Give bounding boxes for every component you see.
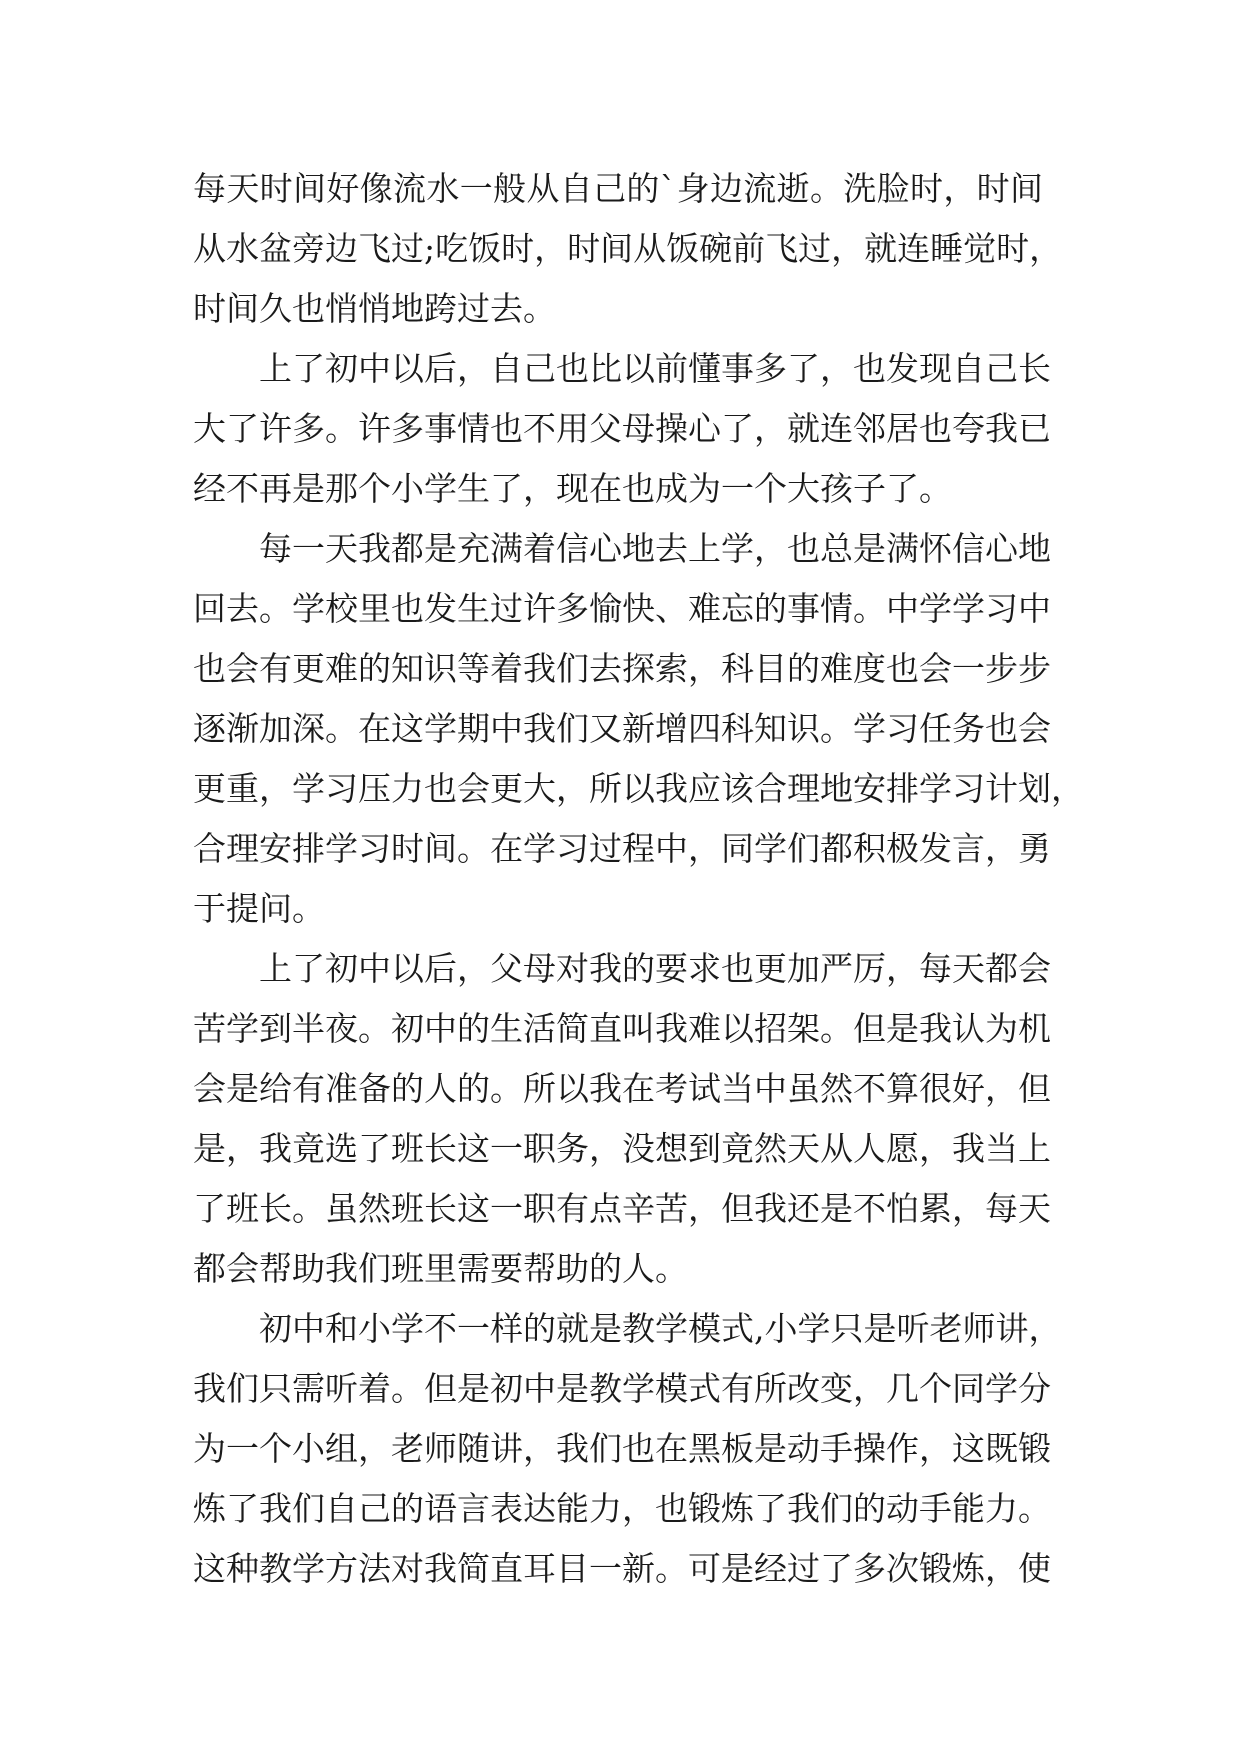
text-line: 回去。学校里也发生过许多愉快、难忘的事情。中学学习中 <box>193 589 1051 628</box>
text-line: 都会帮助我们班里需要帮助的人。 <box>193 1249 688 1288</box>
text-line: 是，我竟选了班长这一职务，没想到竟然天从人愿，我当上 <box>193 1129 1051 1168</box>
text-line: 大了许多。许多事情也不用父母操心了，就连邻居也夸我已 <box>193 409 1051 448</box>
text-line: 上了初中以后，自己也比以前懂事多了，也发现自己长 <box>259 349 1051 388</box>
text-line: 了班长。虽然班长这一职有点辛苦，但我还是不怕累，每天 <box>193 1189 1051 1228</box>
text-line: 每天时间好像流水一般从自己的`身边流逝。洗脸时，时间 <box>193 169 1043 208</box>
text-line: 时间久也悄悄地跨过去。 <box>193 289 556 328</box>
text-line: 逐渐加深。在这学期中我们又新增四科知识。学习任务也会 <box>193 709 1051 748</box>
document-body <box>193 159 1084 1599</box>
paragraph <box>193 339 1051 519</box>
paragraph <box>193 159 1063 339</box>
paragraph <box>193 939 1051 1299</box>
text-line: 这种教学方法对我简直耳目一新。可是经过了多次锻炼，使 <box>193 1549 1051 1588</box>
text-line: 初中和小学不一样的就是教学模式,小学只是听老师讲， <box>259 1309 1062 1348</box>
text-line: 为一个小组，老师随讲，我们也在黑板是动手操作，这既锻 <box>193 1429 1051 1468</box>
text-line: 会是给有准备的人的。所以我在考试当中虽然不算很好，但 <box>193 1069 1051 1108</box>
text-line: 也会有更难的知识等着我们去探索，科目的难度也会一步步 <box>193 649 1051 688</box>
text-line: 更重，学习压力也会更大，所以我应该合理地安排学习计划， <box>193 769 1084 808</box>
text-line: 苦学到半夜。初中的生活简直叫我难以招架。但是我认为机 <box>193 1009 1051 1048</box>
text-line: 上了初中以后，父母对我的要求也更加严厉，每天都会 <box>259 949 1051 988</box>
text-line: 从水盆旁边飞过;吃饭时，时间从饭碗前飞过，就连睡觉时， <box>193 229 1063 268</box>
paragraph <box>193 1299 1062 1599</box>
text-line: 经不再是那个小学生了，现在也成为一个大孩子了。 <box>193 469 952 508</box>
paragraph <box>193 519 1084 939</box>
text-line: 于提问。 <box>193 889 325 928</box>
text-line: 炼了我们自己的语言表达能力，也锻炼了我们的动手能力。 <box>193 1489 1051 1528</box>
text-line: 合理安排学习时间。在学习过程中，同学们都积极发言，勇 <box>193 829 1051 868</box>
text-line: 我们只需听着。但是初中是教学模式有所改变，几个同学分 <box>193 1369 1051 1408</box>
text-line: 每一天我都是充满着信心地去上学，也总是满怀信心地 <box>259 529 1051 568</box>
